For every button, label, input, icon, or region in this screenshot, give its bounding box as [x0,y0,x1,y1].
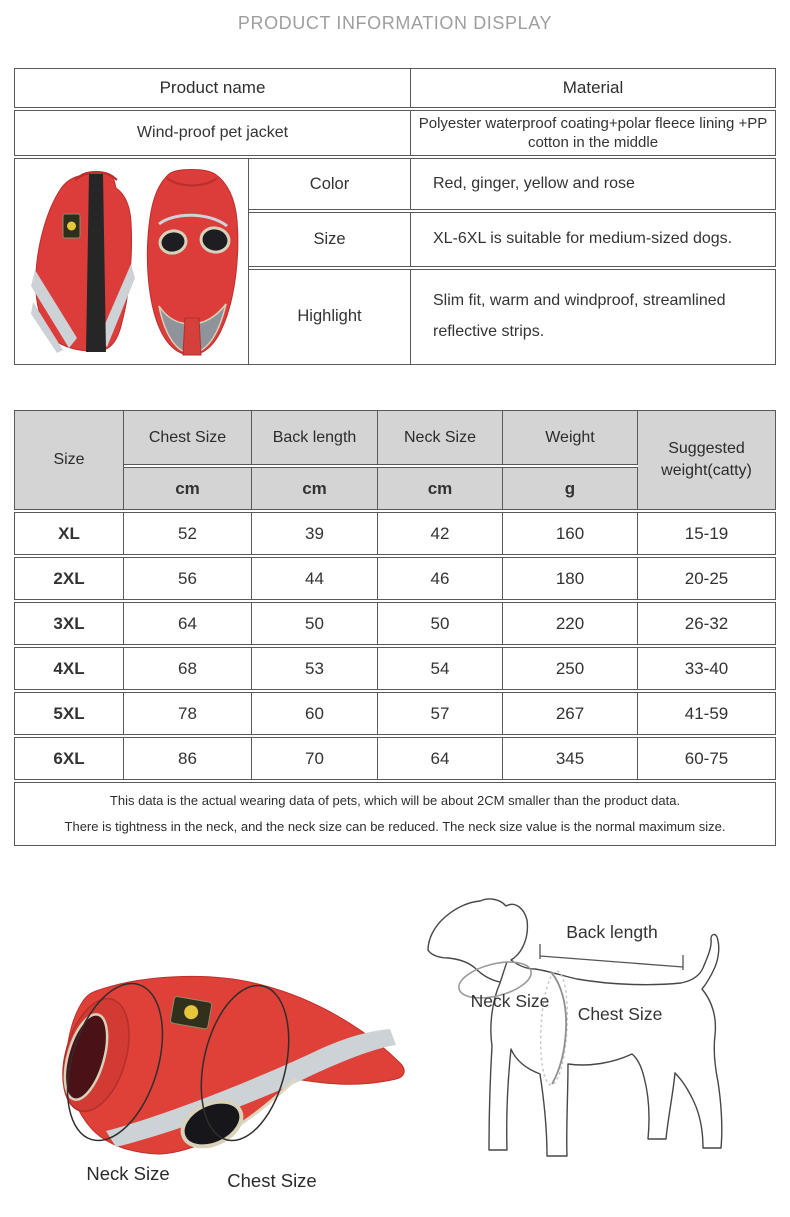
unit-g: g [503,467,638,510]
suggested-cell: 33-40 [638,647,776,690]
col-header-weight: Weight [503,410,638,465]
unit-cm: cm [252,467,378,510]
size-cell: 6XL [14,737,124,780]
size-label: Size [249,212,411,266]
material-header: Material [411,68,776,108]
size-cell: 5XL [14,692,124,735]
product-name-header: Product name [14,68,411,108]
weight-cell: 345 [503,737,638,780]
diagram-back-length-label: Back length [566,922,658,942]
back-length-measure-line [540,944,683,970]
brand-tag [170,996,212,1029]
photo-neck-size-label: Neck Size [86,1163,170,1184]
weight-cell: 180 [503,557,638,600]
neck-cell: 46 [378,557,503,600]
suggested-cell: 20-25 [638,557,776,600]
size-chart-table [14,408,776,848]
highlight-value: Slim fit, warm and windproof, streamlined reflective strips. [411,269,776,365]
col-header-size: Size [14,410,124,510]
highlight-label: Highlight [249,269,411,365]
neck-cell: 54 [378,647,503,690]
table-row [14,602,776,645]
chest-cell: 78 [124,692,252,735]
unit-cm: cm [378,467,503,510]
paw-icon [67,222,76,231]
size-cell: 3XL [14,602,124,645]
size-cell: 4XL [14,647,124,690]
suggested-cell: 15-19 [638,512,776,555]
dog-measurement-diagram [415,888,790,1217]
table-row [14,692,776,735]
weight-cell: 220 [503,602,638,645]
size-cell: XL [14,512,124,555]
size-cell: 2XL [14,557,124,600]
unit-cm: cm [124,467,252,510]
col-header-back: Back length [252,410,378,465]
size-chart-footnote [14,782,776,846]
product-name-value: Wind-proof pet jacket [14,110,411,156]
back-cell: 70 [252,737,378,780]
jacket-measurement-photo [0,935,435,1217]
material-value: Polyester waterproof coating+polar fleece lining +PP cotton in the middle [411,110,776,156]
table-row [14,512,776,555]
color-label: Color [249,158,411,210]
back-cell: 39 [252,512,378,555]
size-value: XL-6XL is suitable for medium-sized dogs. [411,212,776,266]
suggested-cell: 60-75 [638,737,776,780]
back-cell: 44 [252,557,378,600]
color-value: Red, ginger, yellow and rose [411,158,776,210]
col-header-suggested-weight: Suggested weight(catty) [638,410,776,510]
suggested-cell: 26-32 [638,602,776,645]
chest-cell: 52 [124,512,252,555]
suggested-cell: 41-59 [638,692,776,735]
back-cell: 60 [252,692,378,735]
table-row [14,737,776,780]
table-row [14,647,776,690]
chest-cell: 64 [124,602,252,645]
jacket-front-back-illustration [19,160,244,358]
footnote-line-2: There is tightness in the neck, and the neck size can be reduced. The neck size value is the normal maximum size. [64,819,726,834]
chest-cell: 68 [124,647,252,690]
product-info-table [14,66,776,367]
footnote-line-1: This data is the actual wearing data of pets, which will be about 2CM smaller than the product data. [109,793,681,808]
table-row [14,557,776,600]
col-header-chest: Chest Size [124,410,252,465]
product-photo-front-back [14,158,249,365]
back-cell: 53 [252,647,378,690]
weight-cell: 160 [503,512,638,555]
col-header-neck: Neck Size [378,410,503,465]
chest-cell: 56 [124,557,252,600]
back-cell: 50 [252,602,378,645]
neck-cell: 64 [378,737,503,780]
neck-cell: 42 [378,512,503,555]
neck-cell: 57 [378,692,503,735]
weight-cell: 267 [503,692,638,735]
weight-cell: 250 [503,647,638,690]
chest-cell: 86 [124,737,252,780]
photo-chest-size-label: Chest Size [227,1170,317,1191]
diagram-chest-size-label: Chest Size [577,1004,663,1024]
neck-cell: 50 [378,602,503,645]
page-title: PRODUCT INFORMATION DISPLAY [237,13,553,33]
diagram-neck-size-label: Neck Size [470,991,550,1011]
